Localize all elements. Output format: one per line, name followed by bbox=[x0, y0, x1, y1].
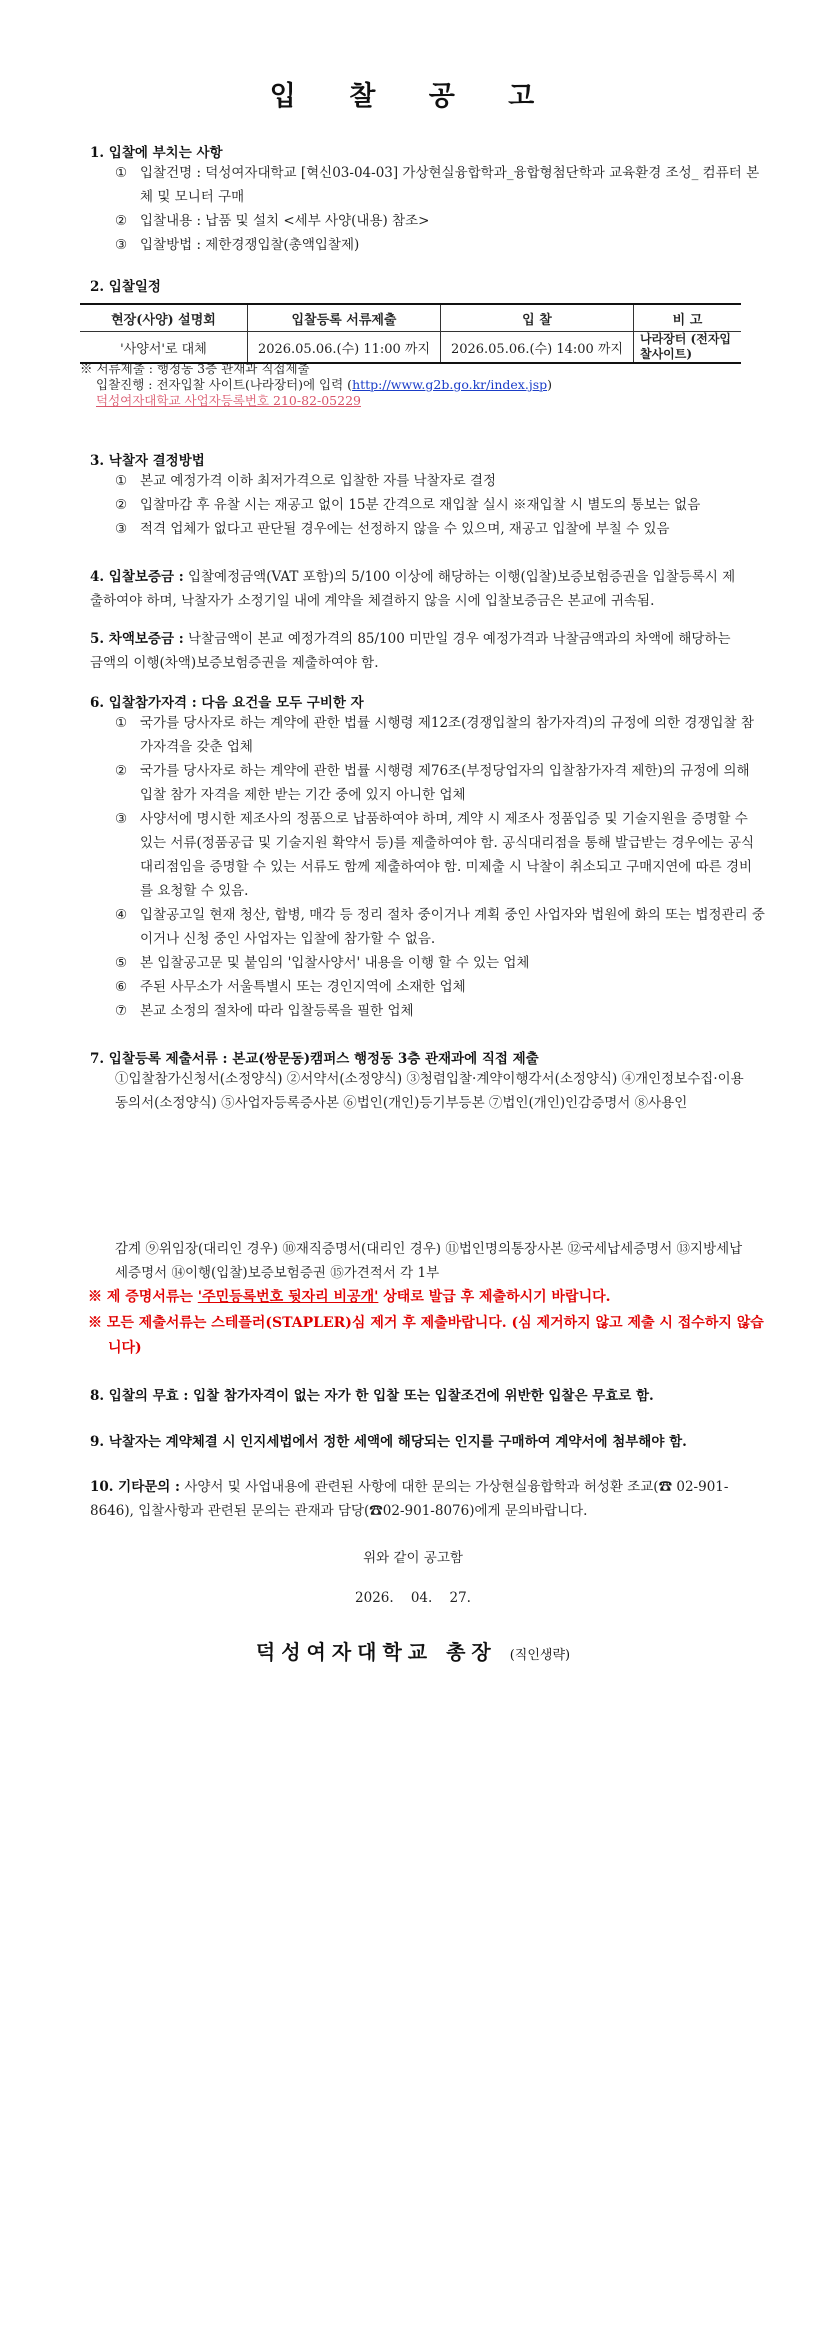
list-item: ⑦ 본교 소정의 절차에 따라 입찰등록을 필한 업체 bbox=[115, 1003, 414, 1019]
table-header: 비 고 bbox=[634, 304, 742, 332]
table-cell: '사양서'로 대체 bbox=[80, 332, 248, 364]
business-number: 덕성여자대학교 사업자등록번호 210-82-05229 bbox=[96, 393, 361, 408]
list-item: ⑤ 본 입찰공고문 및 붙임의 '입찰사양서' 내용을 이행 할 수 있는 업체 bbox=[115, 955, 530, 971]
table-header: 현장(사양) 설명회 bbox=[80, 304, 248, 332]
section-2-heading: 2. 입찰일정 bbox=[90, 279, 161, 295]
item-number: ① bbox=[115, 165, 128, 181]
required-documents-list: ①입찰참가신청서(소정양식) ②서약서(소정양식) ③청렴입찰·계약이행각서(소정양식) ④개인정보수집·이용동의서(소정양식) ⑤사업자등록증사본 ⑥법인(개인)등기부등본 ⑦법인(개인)인감증명서 ⑧사용인 bbox=[115, 1071, 744, 1111]
announcement-date: 2026. 04. 27. bbox=[355, 1590, 471, 1606]
signer-name: 덕성여자대학교 총장 bbox=[255, 1640, 497, 1664]
table-header: 입찰등록 서류제출 bbox=[248, 304, 441, 332]
item-number: ② bbox=[115, 213, 128, 229]
g2b-link[interactable]: http://www.g2b.go.kr/index.jsp bbox=[352, 377, 548, 392]
item-text: 입찰내용 : 납품 및 설치 <세부 사양(내용) 참조> bbox=[140, 213, 430, 229]
section-7-heading: 7. 입찰등록 제출서류 : 본교(쌍문동)캠퍼스 행정동 3층 관재과에 직접 제출 bbox=[90, 1051, 539, 1067]
list-item bbox=[115, 233, 765, 257]
list-item: ③ 사양서에 명시한 제조사의 정품으로 납품하여야 하며, 계약 시 제조사 정품입증 및 기술지원을 증명할 수 있는 서류(정품공급 및 기술지원 확약서 등)를 제출하여야 함. 공식대리점을 통해 발급받는 경우에는 공식대리점임을 증명할 수 있는 서류도 함께 제출하여야 함. 미제출 시 낙찰이 취소되고 구매지연에 따른 경비를 요청할 수 있음. bbox=[115, 811, 755, 899]
schedule-note: 입찰진행 : 전자입찰 사이트(나라장터)에 입력 (http://www.g2b.go.kr/index.jsp) bbox=[96, 377, 553, 392]
table-cell: 2026.05.06.(수) 14:00 까지 bbox=[441, 332, 634, 364]
stamp-note: (직인생략) bbox=[509, 1648, 571, 1663]
item-number: ③ bbox=[115, 237, 128, 253]
list-item: ① 본교 예정가격 이하 최저가격으로 입찰한 자를 낙찰자로 결정 bbox=[115, 473, 497, 489]
list-item: ④ 입찰공고일 현재 청산, 합병, 매각 등 정리 절차 중이거나 계획 중인 사업자와 법원에 화의 또는 법정관리 중이거나 신청 중인 사업자는 입찰에 참가할 수 없음. bbox=[115, 907, 765, 947]
page-title: 입 찰 공 고 bbox=[269, 81, 557, 112]
list-item bbox=[115, 161, 765, 209]
schedule-note: ※ 서류제출 : 행정동 3층 관재과 직접제출 bbox=[80, 361, 310, 376]
id-number-warning: ※ 제 증명서류는 '주민등록번호 뒷자리 비공개' 상태로 발급 후 제출하시기 바랍니다. bbox=[88, 1289, 611, 1305]
section-6-heading: 6. 입찰참가자격 : 다음 요건을 모두 구비한 자 bbox=[90, 695, 364, 711]
section-1-heading: 1. 입찰에 부치는 사항 bbox=[90, 145, 223, 161]
section-5-paragraph: 5. 차액보증금 : 낙찰금액이 본교 예정가격의 85/100 미만일 경우 예정가격과 낙찰금액과의 차액에 해당하는 금액의 이행(차액)보증보험증권을 제출하여야 함. bbox=[90, 631, 731, 671]
item-text: 입찰방법 : 제한경쟁입찰(총액입찰제) bbox=[140, 237, 360, 253]
section-8-paragraph: 8. 입찰의 무효 : 입찰 참가자격이 없는 자가 한 입찰 또는 입찰조건에 위반한 입찰은 무효로 함. bbox=[90, 1388, 654, 1404]
table-cell: 나라장터 (전자입찰사이트) bbox=[634, 332, 742, 364]
list-item: ③ 적격 업체가 없다고 판단될 경우에는 선정하지 않을 수 있으며, 재공고 입찰에 부칠 수 있음 bbox=[115, 521, 670, 537]
list-item: ② 입찰마감 후 유찰 시는 재공고 없이 15분 간격으로 재입찰 실시 ※재입찰 시 별도의 통보는 없음 bbox=[115, 497, 701, 513]
section-9-paragraph: 9. 낙찰자는 계약체결 시 인지세법에서 정한 세액에 해당되는 인지를 구매하여 계약서에 첨부해야 함. bbox=[90, 1434, 687, 1450]
list-item: ① 국가를 당사자로 하는 계약에 관한 법률 시행령 제12조(경쟁입찰의 참가자격)의 규정에 의한 경쟁입찰 참가자격을 갖춘 업체 bbox=[115, 715, 754, 755]
schedule-table bbox=[80, 303, 741, 364]
list-item: ⑥ 주된 사무소가 서울특별시 또는 경인지역에 소재한 업체 bbox=[115, 979, 466, 995]
section-3-heading: 3. 낙찰자 결정방법 bbox=[90, 453, 205, 469]
stapler-warning: ※ 모든 제출서류는 스테플러(STAPLER)심 제거 후 제출바랍니다. (심 제거하지 않고 제출 시 접수하지 않습니다) bbox=[88, 1315, 764, 1356]
required-documents-list-cont: 감계 ⑨위임장(대리인 경우) ⑩재직증명서(대리인 경우) ⑪법인명의통장사본 ⑫국세납세증명서 ⑬지방세납세증명서 ⑭이행(입찰)보증보험증권 ⑮가견적서 각 1부 bbox=[115, 1241, 743, 1281]
list-item: ② 국가를 당사자로 하는 계약에 관한 법률 시행령 제76조(부정당업자의 입찰참가자격 제한)의 규정에 의해 입찰 참가 자격을 제한 받는 기간 중에 있지 아니한 업체 bbox=[115, 763, 750, 803]
section-4-paragraph: 4. 입찰보증금 : 입찰예정금액(VAT 포함)의 5/100 이상에 해당하는 이행(입찰)보증보험증권을 입찰등록시 제출하여야 하며, 낙찰자가 소정기일 내에 계약을 체결하지 않을 시에 입찰보증금은 본교에 귀속됨. bbox=[90, 569, 736, 609]
table-cell: 2026.05.06.(수) 11:00 까지 bbox=[248, 332, 441, 364]
table-row bbox=[80, 332, 741, 364]
item-text: 입찰건명 : 덕성여자대학교 [혁신03-04-03] 가상현실융합학과_융합형첨단학과 교육환경 조성_ 컴퓨터 본체 및 모니터 구매 bbox=[140, 165, 760, 205]
signer-line bbox=[0, 1636, 826, 1665]
list-item bbox=[115, 209, 765, 233]
table-header: 입 찰 bbox=[441, 304, 634, 332]
table-header-row bbox=[80, 304, 741, 332]
closing-statement: 위와 같이 공고함 bbox=[363, 1550, 463, 1566]
section-10-paragraph: 10. 기타문의 : 사양서 및 사업내용에 관련된 사항에 대한 문의는 가상현실융합학과 허성환 조교(☎ 02-901-8646), 입찰사항과 관련된 문의는 관재과 담당(☎02-901-8076)에게 문의바랍니다. bbox=[90, 1479, 729, 1519]
